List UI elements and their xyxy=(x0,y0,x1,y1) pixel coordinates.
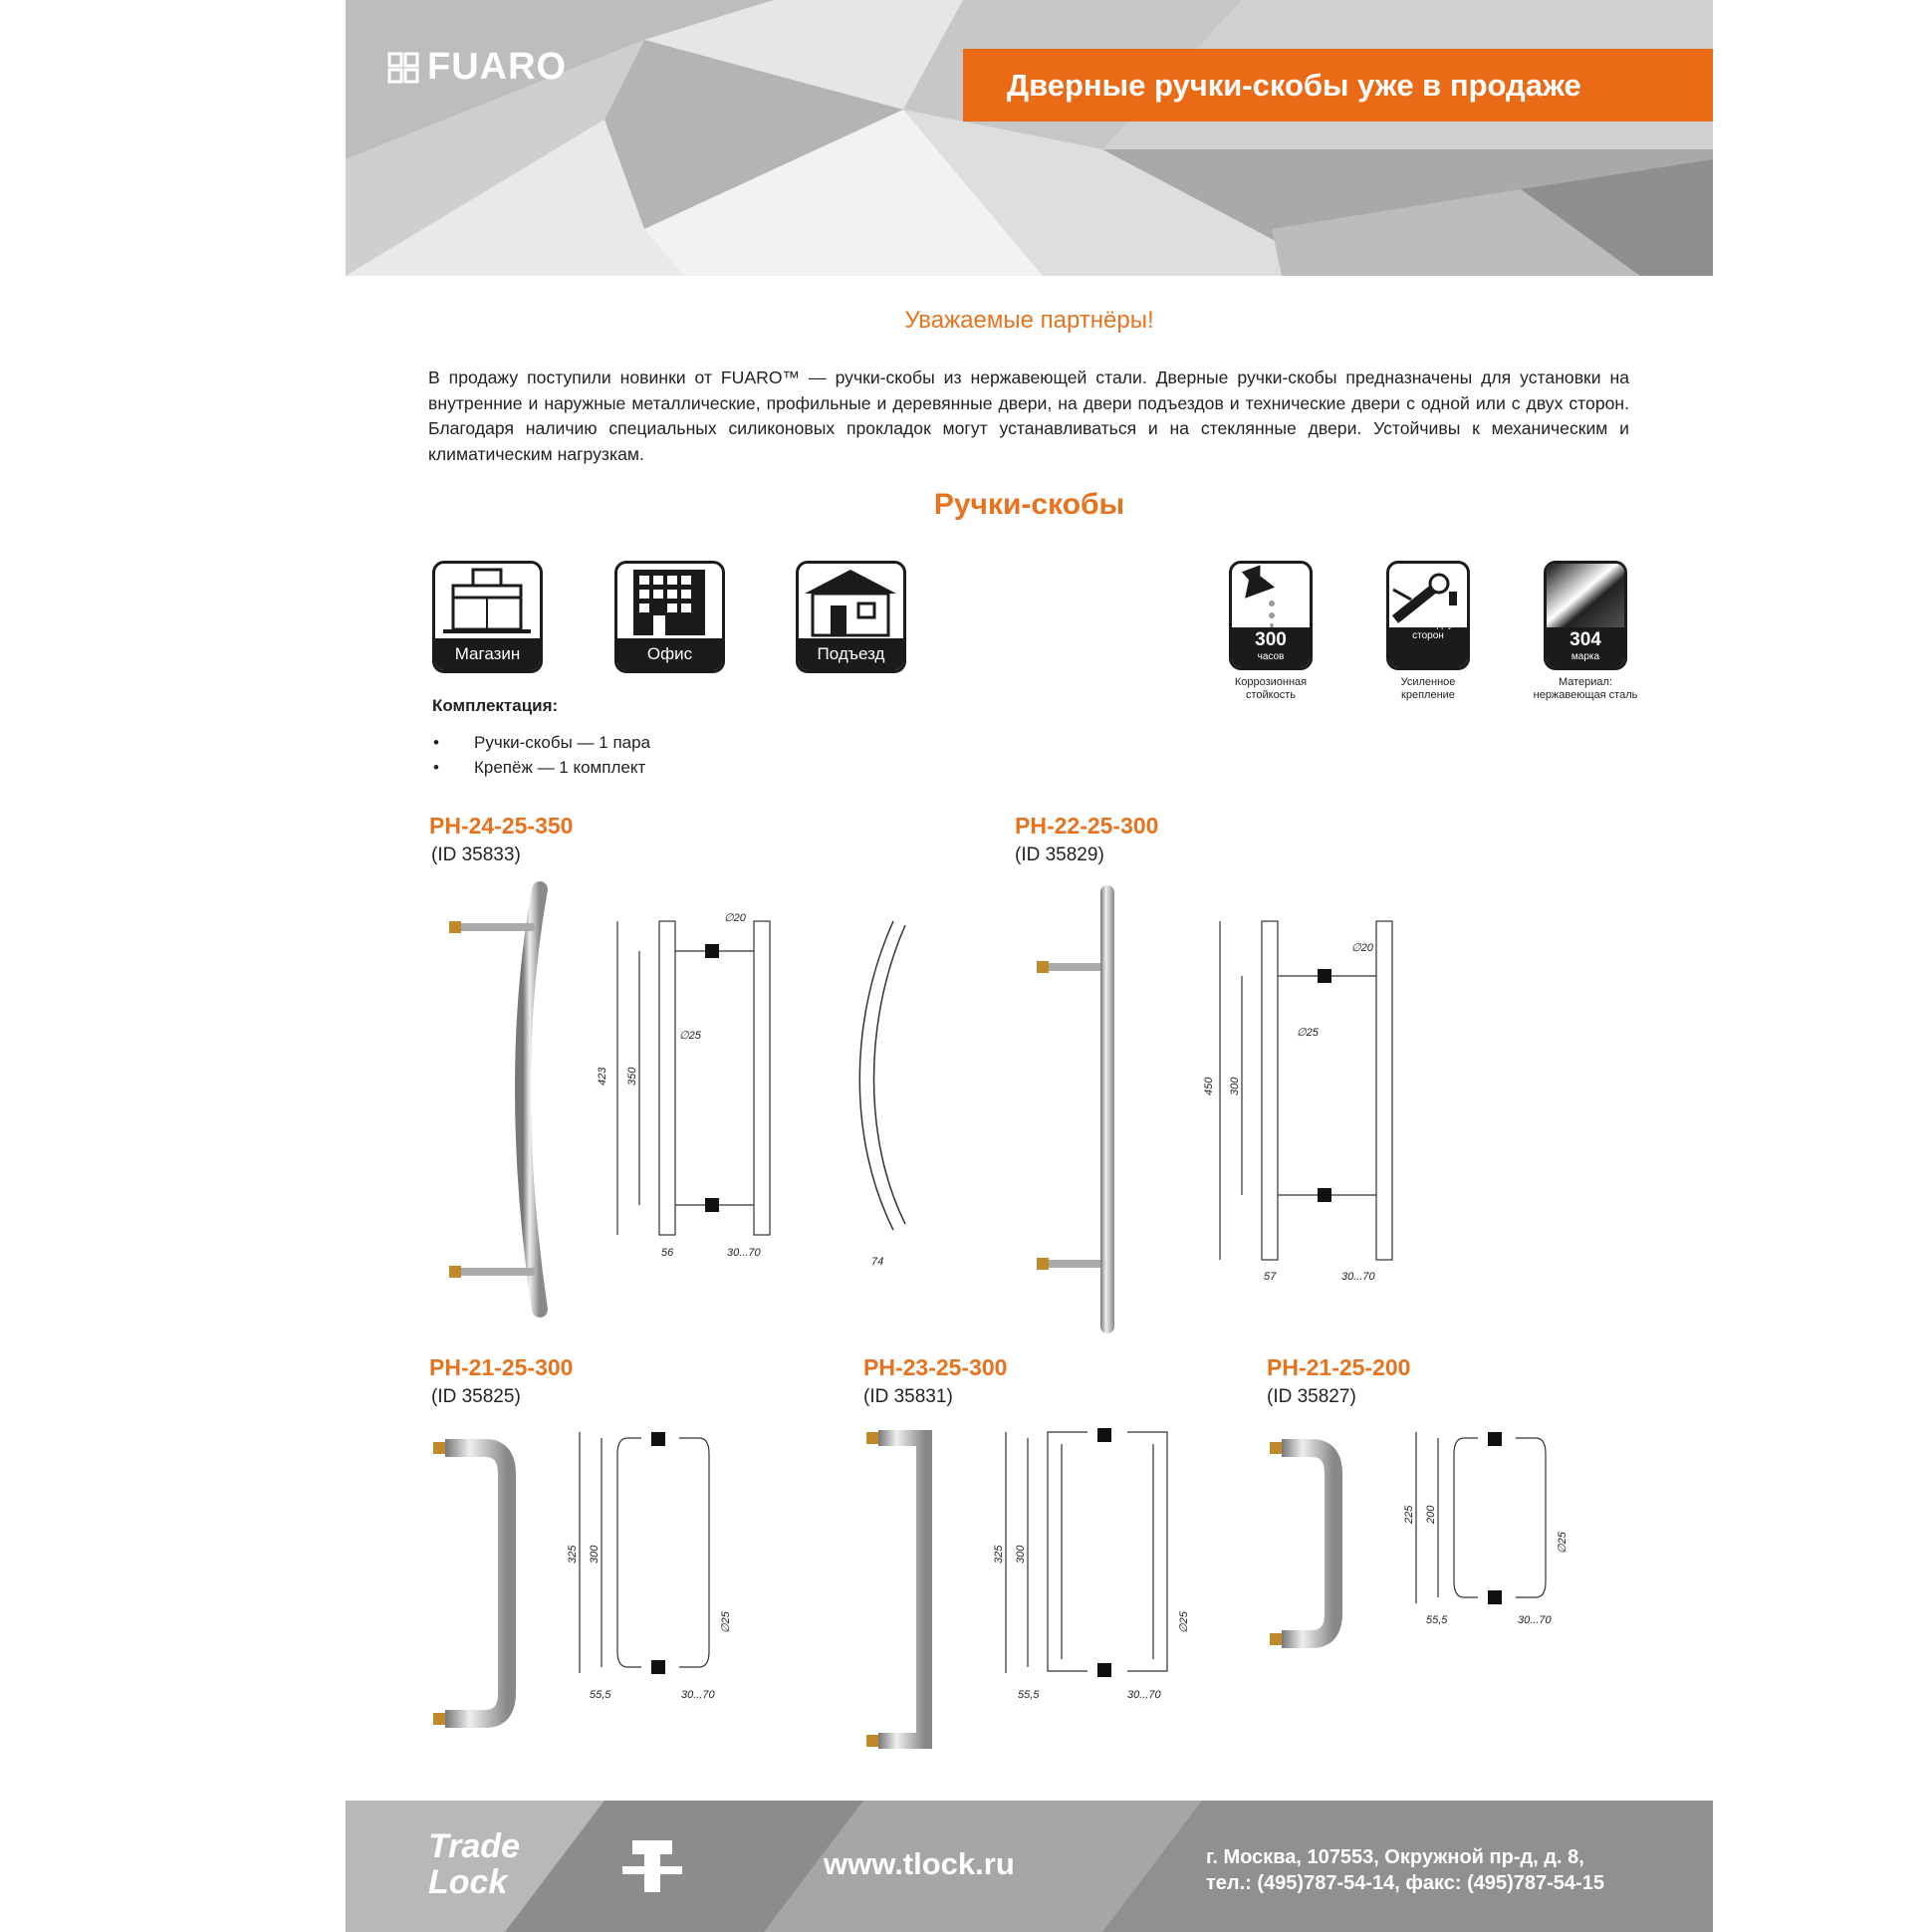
header-background-graphic xyxy=(346,0,1713,276)
spec-caption: Коррозионная стойкость xyxy=(1234,676,1308,701)
svg-text:57: 57 xyxy=(1264,1271,1277,1283)
svg-text:300: 300 xyxy=(1015,1545,1027,1564)
svg-text:74: 74 xyxy=(871,1256,884,1268)
svg-text:∅25: ∅25 xyxy=(679,1030,701,1042)
dimension-drawing-ph-21-25-300 xyxy=(567,1424,779,1713)
steel-sheet-icon xyxy=(1547,564,1624,629)
product-code: PH-23-25-300 xyxy=(863,1354,1008,1380)
section-title: Ручки-скобы xyxy=(933,488,1125,521)
product-photo-ph-23-25-300 xyxy=(858,1424,978,1763)
fuaro-emblem-icon xyxy=(387,52,419,84)
spec-value: 304 xyxy=(1570,629,1601,650)
product-code: PH-21-25-200 xyxy=(1267,1354,1411,1380)
announcement-banner: Дверные ручки-скобы уже в продаже xyxy=(963,49,1713,121)
product-photo-ph-22-25-300 xyxy=(1013,881,1192,1339)
website-link[interactable]: www.tlock.ru xyxy=(824,1846,1015,1881)
tradelock-logo: Trade Lock xyxy=(428,1827,520,1901)
svg-text:55,5: 55,5 xyxy=(1018,1689,1040,1701)
product-code: PH-24-25-350 xyxy=(429,813,574,839)
fuaro-logo xyxy=(387,46,567,89)
spec-unit: винты с двух сторон xyxy=(1398,619,1458,641)
svg-text:∅20: ∅20 xyxy=(724,912,746,924)
office-icon xyxy=(617,564,722,641)
svg-text:300: 300 xyxy=(589,1545,601,1564)
product-code: PH-21-25-300 xyxy=(429,1354,574,1380)
svg-text:30...70: 30...70 xyxy=(1518,1614,1552,1626)
product-id: (ID 35827) xyxy=(1267,1386,1356,1407)
shop-icon xyxy=(435,564,540,641)
brand-name: FUARO xyxy=(427,46,568,88)
svg-text:∅25: ∅25 xyxy=(1178,1611,1190,1633)
product-code: PH-22-25-300 xyxy=(1015,813,1159,839)
product-id: (ID 35829) xyxy=(1015,845,1104,865)
svg-text:∅25: ∅25 xyxy=(720,1611,732,1633)
kit-title: Комплектация: xyxy=(432,696,559,715)
svg-text:30...70: 30...70 xyxy=(681,1689,715,1701)
spec-unit: марка xyxy=(1570,651,1600,662)
house-entrance-icon xyxy=(799,564,903,641)
svg-text:55,5: 55,5 xyxy=(590,1689,611,1701)
svg-text:55,5: 55,5 xyxy=(1426,1614,1448,1626)
spec-unit: часов xyxy=(1257,651,1285,662)
product-id: (ID 35825) xyxy=(431,1386,521,1407)
flyer-page: FUARO Дверные ручки-скобы уже в продаже Уважаемые партнёры! В продажу поступили новинки от FUARO™ — ручки-скобы из нержавеющей стали. Дверные ручки-скобы предназначены для установки на внутренние и наружные металлические, профильные и деревянные двери, на двери подъездов и технические двери с одной или с двух сторон. Благодаря наличию специальных силиконовых прокладок могут устанавливаться и на стеклянные двери. Устойчивы к механическим и климатическим нагрузкам. Ручки-скобы Магазин Офис Подъезд 300 часов винты с двух сторон 304 марка Коррозионная стойкость Усиленное крепление Материал: нержавеющая сталь Комплектация: • Ручки-скобы — 1 пара • Крепёж — 1 комплект PH-24-25-350 (ID 35833) PH-22-25-300 (ID 35829) PH-21-25-300 (ID 35825) PH-23-25-300 (ID 35831) PH-21-25-200 (ID 35827) 423 350 ∅25 ∅20 56 30...70 74 450 300 ∅25 ∅20 57 30...70 325 300 ∅25 55,5 30...70 325 300 ∅25 55,5 30...70 225 200 ∅25 55,5 30...70 Trade Lock www.tlock.ru г. Москва, 107553, Окружной пр-д, д. 8, тел.: (495)787-54-14, факс: (495)787-54-15 xyxy=(346,0,1713,1932)
svg-text:30...70: 30...70 xyxy=(1127,1689,1161,1701)
product-photo-ph-21-25-200 xyxy=(1262,1424,1381,1673)
dimension-drawing-ph-21-25-200 xyxy=(1403,1424,1615,1628)
product-photo-ph-21-25-300 xyxy=(425,1424,565,1763)
svg-text:225: 225 xyxy=(1403,1505,1415,1524)
side-view-ph-24-25-350 xyxy=(844,921,923,1280)
svg-text:325: 325 xyxy=(567,1545,579,1564)
svg-text:300: 300 xyxy=(1229,1077,1241,1095)
spec-corrosion xyxy=(1229,561,1313,670)
svg-text:423: 423 xyxy=(597,1067,608,1086)
usage-entrance xyxy=(796,561,906,673)
svg-text:∅25: ∅25 xyxy=(1297,1027,1319,1039)
product-id: (ID 35833) xyxy=(431,845,521,865)
spec-mount xyxy=(1386,561,1470,670)
svg-text:350: 350 xyxy=(626,1067,638,1086)
usage-label: Подъезд xyxy=(799,638,903,670)
footer xyxy=(346,1801,1713,1932)
spec-caption: Усиленное крепление xyxy=(1400,676,1456,701)
svg-text:∅20: ∅20 xyxy=(1351,942,1373,954)
svg-text:30...70: 30...70 xyxy=(1341,1271,1375,1283)
spec-material xyxy=(1544,561,1627,670)
svg-text:30...70: 30...70 xyxy=(727,1247,761,1259)
product-id: (ID 35831) xyxy=(863,1386,953,1407)
dimension-drawing-ph-23-25-300 xyxy=(988,1424,1217,1713)
svg-text:∅25: ∅25 xyxy=(1557,1532,1569,1554)
header-banner xyxy=(346,0,1713,276)
tradelock-emblem-icon xyxy=(622,1836,682,1896)
contact-info: г. Москва, 107553, Окружной пр-д, д. 8, тел.: (495)787-54-14, факс: (495)787-54-15 xyxy=(1206,1846,1604,1894)
svg-text:200: 200 xyxy=(1425,1505,1437,1524)
svg-text:450: 450 xyxy=(1203,1077,1215,1095)
spec-value: 300 xyxy=(1255,629,1287,650)
usage-shop xyxy=(432,561,543,673)
usage-office xyxy=(614,561,725,673)
svg-text:325: 325 xyxy=(993,1545,1005,1564)
usage-label: Магазин xyxy=(435,638,540,670)
dimension-drawing-ph-22-25-300 xyxy=(1202,911,1441,1295)
intro-paragraph: В продажу поступили новинки от FUARO™ — ручки-скобы из нержавеющей стали. Дверные ручки-скобы предназначены для установки на внутренние и наружные металлические, профильные и деревянные двери, на двери подъездов и технические двери с одной или с двух сторон. Благодаря наличию специальных силиконовых прокладок могут устанавливаться и на стеклянные двери. Устойчивы к механическим и климатическим нагрузкам. xyxy=(428,367,1629,464)
corrosion-flask-icon xyxy=(1232,564,1310,629)
svg-text:56: 56 xyxy=(661,1247,674,1259)
usage-label: Офис xyxy=(617,638,722,670)
greeting: Уважаемые партнёры! xyxy=(904,307,1154,334)
dimension-drawing-ph-24-25-350 xyxy=(597,911,839,1270)
spec-caption: Материал: нержавеющая сталь xyxy=(1533,676,1638,701)
